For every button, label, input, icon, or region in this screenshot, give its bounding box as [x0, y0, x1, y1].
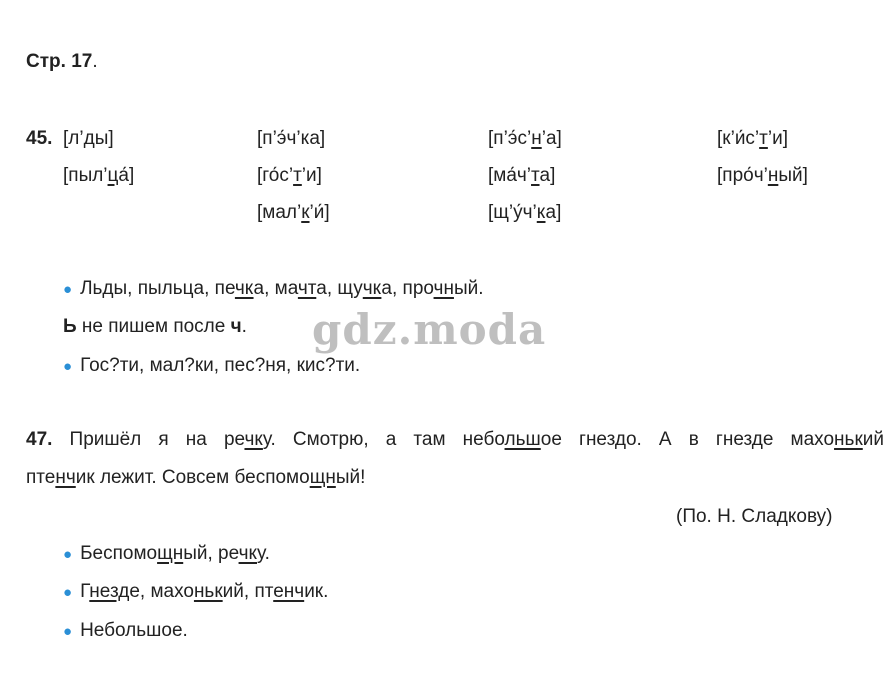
underlined-segment: льш [504, 429, 541, 450]
underlined-segment: н [767, 165, 779, 186]
bullet-dot-icon: ● [63, 546, 73, 563]
text-segment: ий, пт [222, 581, 274, 602]
list-item-text [80, 581, 328, 602]
text-segment: Льды, пыльца, пе [80, 278, 235, 299]
attribution: (По. Н. Сладкову) [676, 506, 833, 527]
underlined-segment: нч [55, 467, 76, 488]
text-segment: [про́ч’ [717, 165, 768, 186]
text-segment: ый] [778, 165, 808, 186]
transcription-cell [488, 128, 562, 150]
page-label-text: Стр. 17 [26, 51, 93, 72]
underlined-segment: к [536, 202, 546, 223]
underlined-segment: ньк [834, 429, 863, 450]
underlined-segment: щн [157, 543, 184, 564]
text-segment: ый. [453, 278, 484, 299]
page-label-dot: . [92, 51, 98, 72]
list-item [63, 581, 328, 604]
watermark: gdz.moda [312, 305, 547, 354]
underlined-segment: чк [234, 278, 254, 299]
text-segment: а, про [381, 278, 434, 299]
text-segment: у. Смотрю, а там небо [262, 429, 505, 450]
text-segment: [п’э́ч’ка] [257, 128, 326, 149]
page-label [26, 51, 98, 73]
underlined-segment: чт [297, 278, 317, 299]
list-item-text: Небольшое. [80, 620, 188, 641]
text-segment: [л’ [63, 128, 84, 149]
underlined-segment: ц [107, 165, 119, 186]
text-segment: ое гнездо. А в гнезде махо [540, 429, 835, 450]
transcription-cell [717, 165, 808, 187]
bullet-dot-icon: ● [63, 358, 73, 375]
list-item [63, 620, 188, 643]
text-segment: а, ма [253, 278, 298, 299]
underlined-segment: незд [89, 581, 130, 602]
text-segment: [щ’у́ч’ [488, 202, 537, 223]
text-segment: е, махо [129, 581, 194, 602]
rule-letter: Ь [63, 316, 77, 337]
text-segment: ик. [304, 581, 329, 602]
bullet-dot-icon: ● [63, 584, 73, 601]
transcription-cell [488, 165, 555, 187]
text-segment: [го́с’ [257, 165, 294, 186]
list-item-text [80, 278, 483, 299]
exercise-47-line-2 [26, 467, 365, 489]
exercise-47-text [52, 429, 884, 450]
text-segment: а, щу [316, 278, 363, 299]
list-item [63, 278, 484, 301]
exercise-47-line-1 [26, 429, 884, 451]
transcription-cell [488, 202, 561, 224]
transcription-cell [257, 202, 330, 224]
underlined-segment: щн [309, 467, 336, 488]
list-item [63, 543, 270, 566]
text-segment: [ма́ч’ [488, 165, 532, 186]
bullet-dot-icon: ● [63, 623, 73, 640]
transcription-cell [63, 165, 134, 187]
text-segment: Беспомо [80, 543, 158, 564]
rule-end: . [241, 316, 247, 337]
text-segment: ’а] [541, 128, 562, 149]
text-segment: ’и́] [309, 202, 330, 223]
text-segment: [пыл’ [63, 165, 108, 186]
transcription-cell [257, 128, 325, 150]
text-segment: Пришёл я на ре [52, 429, 245, 450]
transcription-cell [717, 128, 788, 150]
rule-line [63, 316, 247, 338]
underlined-segment: н [531, 128, 542, 149]
underlined-segment: чк [244, 429, 263, 450]
underlined-segment: енч [273, 581, 305, 602]
text-segment: а] [539, 165, 556, 186]
text-segment: ик лежит. Совсем беспомо [75, 467, 310, 488]
rule-ch: ч [230, 316, 242, 337]
text-segment: [п’э́с’ [488, 128, 532, 149]
text-segment: ый! [335, 467, 366, 488]
underlined-segment: т [293, 165, 302, 186]
exercise-45-number: 45. [26, 128, 53, 149]
list-item [63, 355, 360, 378]
underlined-segment: д [83, 128, 95, 149]
text-segment: пте [26, 467, 56, 488]
underlined-segment: ньк [193, 581, 223, 602]
transcription-cell [257, 165, 322, 187]
text-segment: ы] [94, 128, 114, 149]
underlined-segment: к [301, 202, 310, 223]
underlined-segment: т [531, 165, 540, 186]
text-segment: у. [257, 543, 270, 564]
rule-text: не пишем после [76, 316, 231, 337]
text-segment: [к’и́с’ [717, 128, 760, 149]
underlined-segment: чк [362, 278, 382, 299]
text-segment: ий [862, 429, 884, 450]
transcription-cell [63, 128, 114, 150]
text-segment: ’и] [767, 128, 788, 149]
underlined-segment: чк [238, 543, 257, 564]
text-segment: [мал’ [257, 202, 302, 223]
list-item-text: Гос?ти, мал?ки, пес?ня, кис?ти. [80, 355, 361, 376]
text-segment: Г [80, 581, 90, 602]
bullet-dot-icon: ● [63, 281, 73, 298]
underlined-segment: чн [433, 278, 454, 299]
list-item-text [80, 543, 270, 564]
text-segment: а] [545, 202, 562, 223]
exercise-47-number: 47. [26, 429, 53, 450]
text-segment: ’и] [301, 165, 322, 186]
text-segment: ый, ре [183, 543, 239, 564]
underlined-segment: т [759, 128, 768, 149]
text-segment: а́] [118, 165, 135, 186]
